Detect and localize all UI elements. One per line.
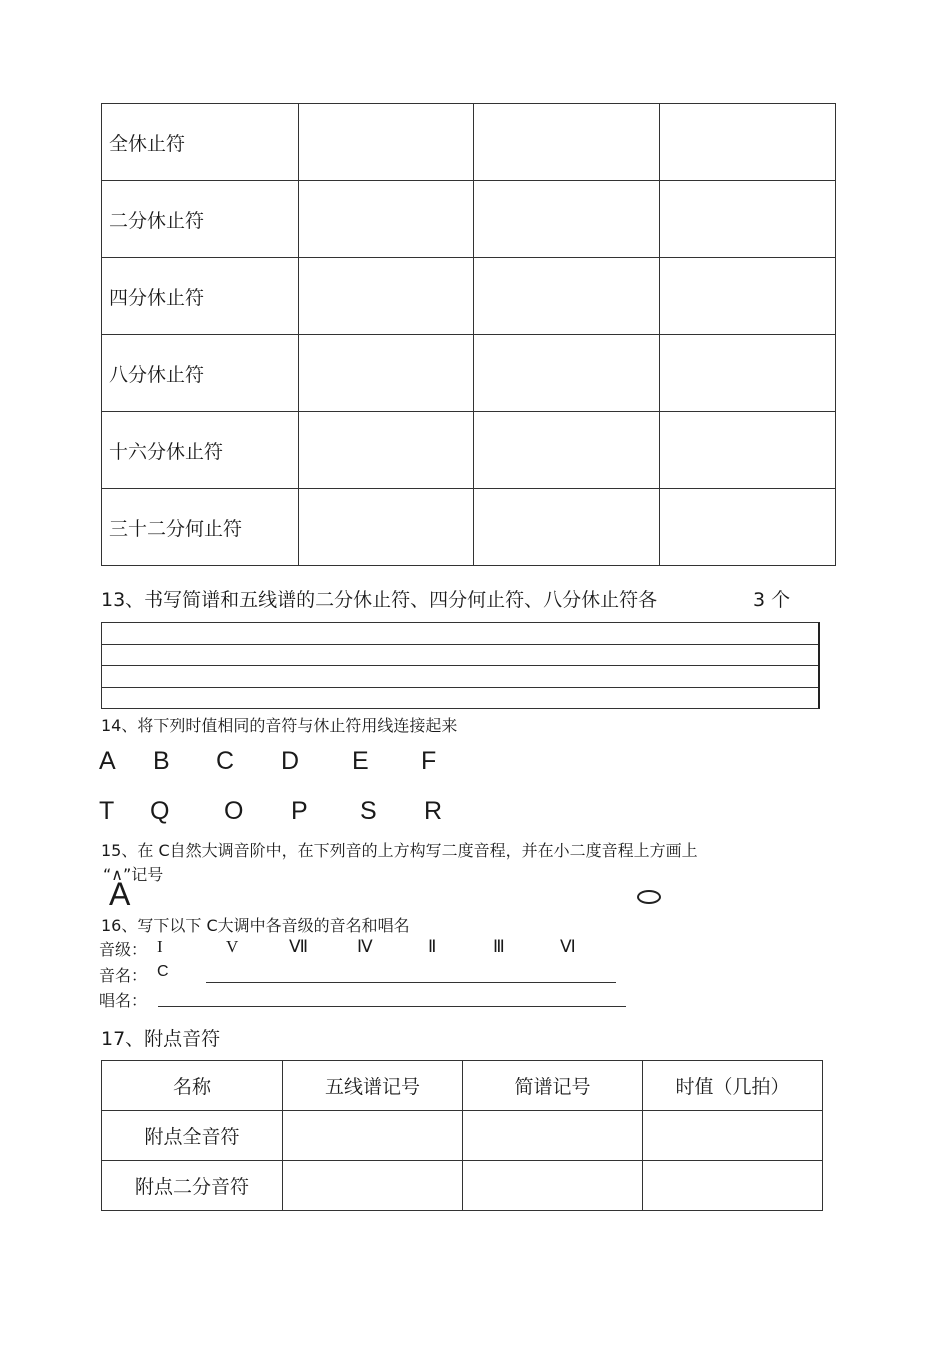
rest-label[interactable]: T: [99, 797, 115, 825]
table-row: [102, 489, 836, 566]
column-header: 名称: [102, 1061, 283, 1111]
column-header: 简谱记号: [463, 1061, 643, 1111]
blank-cell[interactable]: [660, 258, 836, 335]
question-15-line2: “∧”记号: [103, 865, 164, 884]
question-16-text: 16、写下以下 C大调中各音级的音名和唱名: [101, 916, 410, 935]
blank-cell[interactable]: [299, 489, 474, 566]
staff-line: [102, 665, 818, 666]
note-name-cell: 附点二分音符: [102, 1161, 283, 1211]
blank-cell[interactable]: [474, 335, 660, 412]
note-label[interactable]: B: [153, 747, 170, 775]
note-name-answer-line[interactable]: [206, 982, 616, 983]
rest-label[interactable]: S: [360, 797, 377, 825]
staff-line: [102, 644, 818, 645]
blank-cell[interactable]: [299, 181, 474, 258]
rest-label[interactable]: O: [224, 797, 244, 825]
blank-cell[interactable]: [643, 1161, 823, 1211]
blank-cell[interactable]: [283, 1111, 463, 1161]
blank-cell[interactable]: [660, 335, 836, 412]
blank-cell[interactable]: [299, 104, 474, 181]
degree-numeral: Ⅵ: [560, 937, 576, 956]
degree-numeral: I: [157, 937, 163, 956]
degree-numeral: Ⅱ: [428, 937, 437, 956]
question-15-line1: 15、在 C自然大调音阶中，在下列音的上方构写二度音程，并在小二度音程上方画上: [101, 841, 698, 860]
table-row: [102, 258, 836, 335]
degree-numeral: Ⅳ: [357, 937, 373, 956]
note-label[interactable]: E: [352, 747, 369, 775]
rest-name-cell: 十六分休止符: [102, 412, 299, 489]
blank-cell[interactable]: [463, 1161, 643, 1211]
question-17-text: 17、附点音符: [101, 1028, 221, 1050]
blank-cell[interactable]: [474, 258, 660, 335]
question-13-text: 13、书写简谱和五线谱的二分休止符、四分何止符、八分休止符各: [101, 589, 658, 611]
table-row: [102, 1161, 823, 1211]
table-header-row: [102, 1061, 823, 1111]
solfege-answer-line[interactable]: [158, 1006, 626, 1007]
note-name-cell: 附点全音符: [102, 1111, 283, 1161]
table-row: [102, 181, 836, 258]
column-header: 五线谱记号: [283, 1061, 463, 1111]
degree-numeral: Ⅶ: [289, 937, 309, 956]
rest-table: [101, 103, 836, 566]
note-label[interactable]: F: [421, 747, 437, 775]
blank-cell[interactable]: [299, 258, 474, 335]
note-name-value: C: [157, 963, 169, 980]
table-row: [102, 412, 836, 489]
blank-cell[interactable]: [660, 489, 836, 566]
music-staff[interactable]: [101, 622, 820, 709]
question-14-text: 14、将下列时值相同的音符与休止符用线连接起来: [101, 716, 458, 735]
blank-cell[interactable]: [660, 181, 836, 258]
blank-cell[interactable]: [474, 412, 660, 489]
rest-name-cell: 四分休止符: [102, 258, 299, 335]
question-13-count: 3 个: [753, 589, 791, 611]
dotted-notes-table: [101, 1060, 823, 1211]
rest-label[interactable]: Q: [150, 797, 170, 825]
note-label[interactable]: C: [216, 747, 235, 775]
blank-cell[interactable]: [299, 412, 474, 489]
blank-cell[interactable]: [474, 181, 660, 258]
degree-label: 音级：: [99, 940, 148, 959]
solfege-label: 唱名：: [99, 991, 148, 1010]
blank-cell[interactable]: [474, 489, 660, 566]
rest-name-cell: 三十二分何止符: [102, 489, 299, 566]
whole-note-icon: [637, 890, 661, 904]
blank-cell[interactable]: [660, 104, 836, 181]
rest-name-cell: 全休止符: [102, 104, 299, 181]
note-label[interactable]: D: [281, 747, 300, 775]
degree-numeral: Ⅲ: [493, 937, 505, 956]
note-label[interactable]: A: [99, 747, 116, 775]
note-name-label: 音名：: [99, 966, 148, 985]
blank-cell[interactable]: [660, 412, 836, 489]
table-row: [102, 335, 836, 412]
staff-line: [102, 687, 818, 688]
table-row: [102, 1111, 823, 1161]
rest-label[interactable]: R: [424, 797, 443, 825]
degree-numeral: V: [226, 937, 239, 956]
blank-cell[interactable]: [463, 1111, 643, 1161]
blank-cell[interactable]: [299, 335, 474, 412]
rest-name-cell: 二分休止符: [102, 181, 299, 258]
blank-cell[interactable]: [643, 1111, 823, 1161]
rest-label[interactable]: P: [291, 797, 308, 825]
blank-cell[interactable]: [474, 104, 660, 181]
note-letter-a: A: [109, 876, 131, 912]
column-header: 时值（几拍）: [643, 1061, 823, 1111]
blank-cell[interactable]: [283, 1161, 463, 1211]
table-row: [102, 104, 836, 181]
rest-name-cell: 八分休止符: [102, 335, 299, 412]
